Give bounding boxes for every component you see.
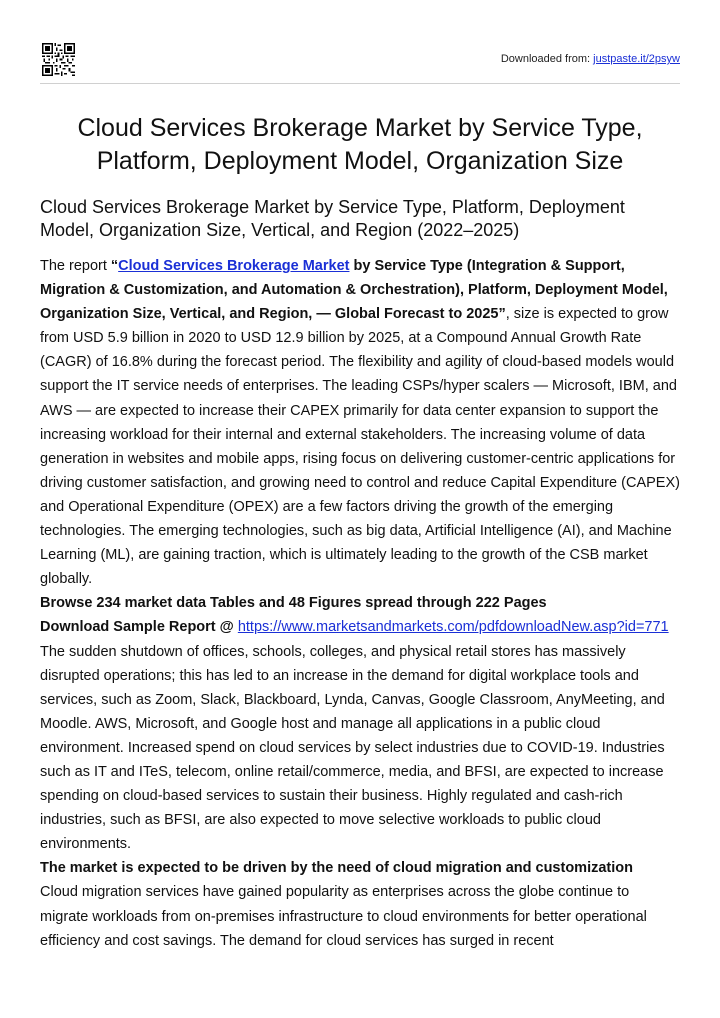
covid-paragraph: The sudden shutdown of offices, schools, colleges, and physical retail stores has massively disrupted operations; this has led to an increase in the demand for digital workplace tools and services, such as Zoom, Slack, Blackboard, Lynda, Canvas, Google Classroom, AnyMeeting, and Moodle. AWS, Microsoft, and Google host and manage all applications in a public cloud environment. Increased spend on cloud services by select industries due to COVID-19. Industries such as IT and ITeS, telecom, online retail/commerce, media, and BFSI, are expected to increase spending on cloud-based services to sustain their business. Highly regulated and cash-rich industries, such as BFSI, are also expected to move selective workloads to public cloud environments. <box>40 643 665 853</box>
document-body <box>40 254 681 953</box>
download-source-line <box>501 53 680 65</box>
open-quote: “ <box>110 258 119 274</box>
intro-lead: The report <box>40 258 111 274</box>
sample-report-label: Download Sample Report @ <box>40 619 238 636</box>
downloaded-label: Downloaded from: <box>500 53 591 65</box>
qr-code-icon <box>42 43 75 76</box>
section-heading: The market is expected to be driven by the need of cloud migration and customization <box>40 860 633 877</box>
report-title-rest: by Service Type (Integration & Support, Migration & Customization, and Automation & Orchestration), Platform, Deployment Model, Organization Size, Vertical, and Region, — Global Forecast to 2025” <box>40 258 668 323</box>
report-link[interactable]: Cloud Services Brokerage Market <box>118 258 350 274</box>
sample-report-line <box>40 615 681 639</box>
migration-paragraph: Cloud migration services have gained popularity as enterprises across the globe continue to migrate workloads from on-premises infrastructure to cloud environments for better operational efficiency and cost savings. The demand for cloud services has surged in recent <box>40 884 647 949</box>
sample-report-link[interactable]: https://www.marketsandmarkets.com/pdfdownloadNew.asp?id=771 <box>237 619 669 636</box>
source-link[interactable]: justpaste.it/2psyw <box>593 53 680 65</box>
browse-line: Browse 234 market data Tables and 48 Figures spread through 222 Pages <box>40 595 547 612</box>
intro-paragraph <box>40 254 681 591</box>
intro-body: , size is expected to grow from USD 5.9 billion in 2020 to USD 12.9 billion by 2025, at a Compound Annual Growth Rate (CAGR) of 16.8% during the forecast period. The flexibility and agility of cloud-based models would support the IT service needs of enterprises. The leading CSPs/hyper scalers — Microsoft, IBM, and AWS — are expected to increase their CAPEX primarily for data center expansion to support the increasing workload for their internal and external stakeholders. The increasing volume of data generation in websites and mobile apps, rising focus on delivering customer-centric applications for driving customer satisfaction, and growing need to control and reduce Capital Expenditure (CAPEX) and Operational Expenditure (OPEX) are a few factors driving the growth of the emerging technologies. The emerging technologies, such as big data, Artificial Intelligence (AI), and Machine Learning (ML), are gaining traction, which is ultimately leading to the growth of the CSB market globally. <box>40 306 680 588</box>
header-divider <box>40 83 680 84</box>
document-subtitle: Cloud Services Brokerage Market by Service Type, Platform, Deployment Model, Organization Size, Vertical, and Region (2022–2025) <box>40 197 625 240</box>
document-title: Cloud Services Brokerage Market by Service Type, Platform, Deployment Model, Organization Size <box>77 114 643 175</box>
